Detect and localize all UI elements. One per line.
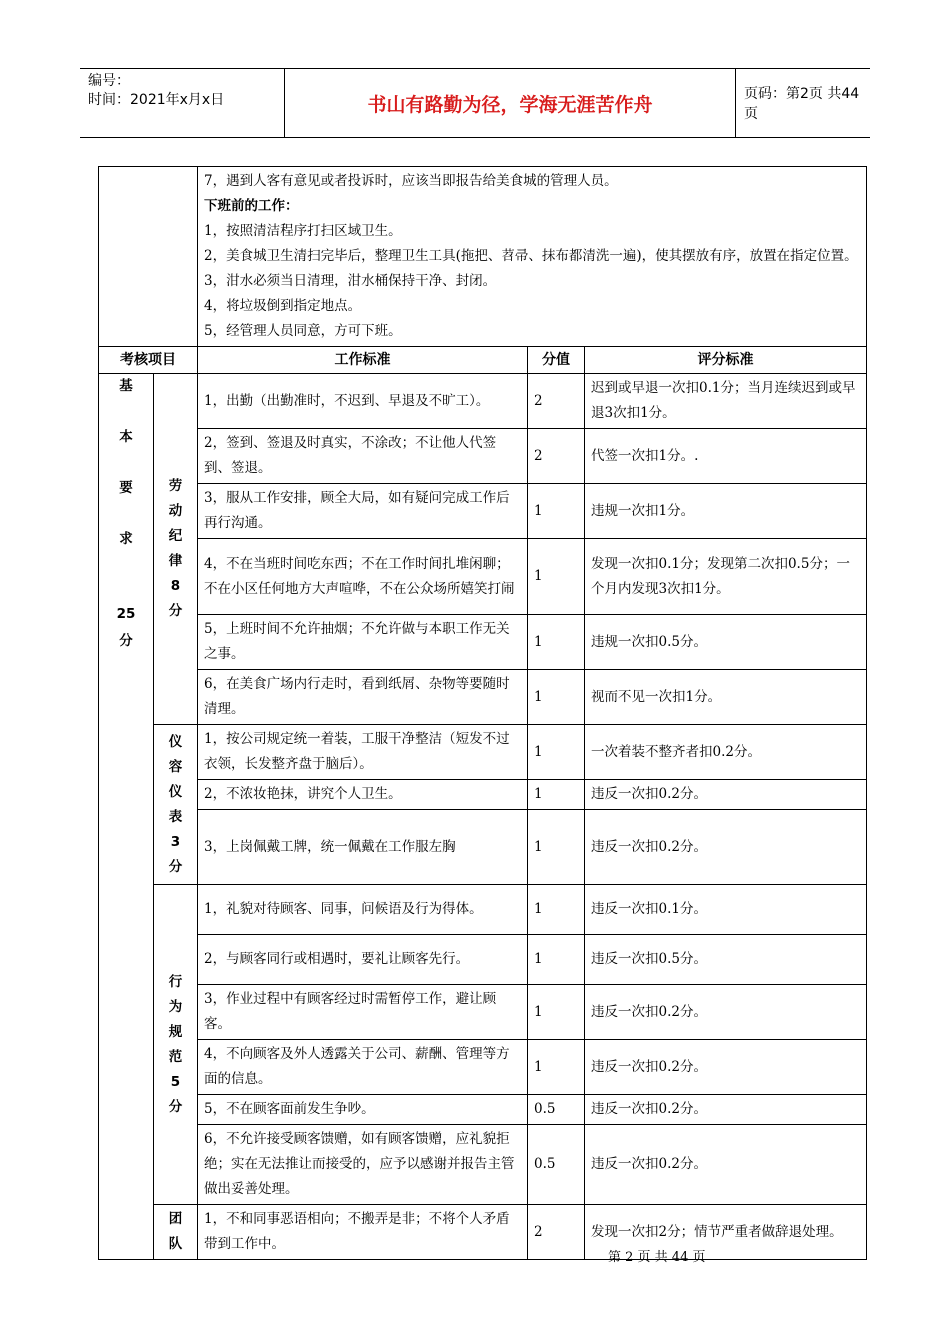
table-row xyxy=(99,985,867,1040)
code-label: 编号： xyxy=(88,73,130,89)
group-name-char: 表 xyxy=(168,808,183,825)
header-motto: 书山有路勤为径，学海无涯苦作舟 xyxy=(284,69,736,137)
group-name-char: 5 xyxy=(170,1073,181,1090)
group-name-char: 分 xyxy=(168,858,183,875)
work-standard-cell: 6，在美食广场内行走时，看到纸屑、杂物等要随时清理。 xyxy=(198,670,528,725)
scoring-criteria-cell: 违反一次扣0.2分。 xyxy=(585,1095,867,1125)
scoring-criteria-cell: 视而不见一次扣1分。 xyxy=(585,670,867,725)
work-standard-cell: 4，不向顾客及外人透露关于公司、薪酬、管理等方面的信息。 xyxy=(198,1040,528,1095)
group-name-cell xyxy=(154,374,198,725)
group-name-char: 分 xyxy=(168,603,183,619)
work-standard-cell: 5，上班时间不允许抽烟；不允许做与本职工作无关之事。 xyxy=(198,615,528,670)
main-category-char: 要 xyxy=(119,480,133,496)
intro-blank-cell xyxy=(99,167,198,347)
work-standard-cell: 3，服从工作安排，顾全大局，如有疑问完成工作后再行沟通。 xyxy=(198,484,528,539)
intro-line: 2，美食城卫生清扫完毕后，整理卫生工具(拖把、苕帚、抹布都清洗一遍)，使其摆放有序，放置在指定位置。 xyxy=(204,248,858,264)
main-category-char: 求 xyxy=(119,531,133,547)
group-name-cell xyxy=(154,725,198,885)
scoring-criteria-cell: 违反一次扣0.5分。 xyxy=(585,935,867,985)
header-assessment-item: 考核项目 xyxy=(99,347,198,374)
group-name-char: 分 xyxy=(168,1098,183,1115)
group-name-char: 范 xyxy=(168,1048,183,1065)
scoring-criteria-cell: 一次着装不整齐者扣0.2分。 xyxy=(585,725,867,780)
time-label: 时间：2021年x月x日 xyxy=(88,92,225,108)
work-standard-cell: 1，按公司规定统一着装，工服干净整洁（短发不过衣领，长发整齐盘于脑后）。 xyxy=(198,725,528,780)
table-row xyxy=(99,670,867,725)
intro-cell xyxy=(198,167,867,347)
table-row xyxy=(99,1205,867,1260)
group-name-char: 队 xyxy=(168,1236,183,1252)
header-score: 分值 xyxy=(528,347,585,374)
score-cell: 0.5 xyxy=(528,1095,585,1125)
work-standard-cell: 2，签到、签退及时真实，不涂改；不让他人代签到、签退。 xyxy=(198,429,528,484)
group-name-char: 为 xyxy=(168,998,183,1015)
assessment-table xyxy=(98,166,867,1260)
header-scoring-criteria: 评分标准 xyxy=(585,347,867,374)
page-header xyxy=(80,68,870,138)
intro-line: 1，按照清洁程序打扫区域卫生。 xyxy=(204,223,402,239)
score-cell: 1 xyxy=(528,985,585,1040)
table-row xyxy=(99,1125,867,1205)
main-category-cell xyxy=(99,374,154,1260)
main-category-char: 分 xyxy=(119,633,133,649)
work-standard-cell: 1，出勤（出勤准时，不迟到、早退及不旷工）。 xyxy=(198,374,528,429)
group-name-char: 团 xyxy=(168,1211,183,1227)
scoring-criteria-cell: 发现一次扣0.1分；发现第二次扣0.5分；一个月内发现3次扣1分。 xyxy=(585,539,867,615)
group-name-char: 行 xyxy=(168,973,183,990)
group-name-char: 3 xyxy=(170,833,181,850)
score-cell: 1 xyxy=(528,935,585,985)
scoring-criteria-cell: 发现一次扣2分；情节严重者做辞退处理。 xyxy=(585,1205,867,1260)
work-standard-cell: 1，不和同事恶语相向；不搬弄是非；不将个人矛盾带到工作中。 xyxy=(198,1205,528,1260)
scoring-criteria-cell: 违规一次扣0.5分。 xyxy=(585,615,867,670)
score-cell: 1 xyxy=(528,725,585,780)
scoring-criteria-cell: 违反一次扣0.2分。 xyxy=(585,810,867,885)
group-name-cell xyxy=(154,885,198,1205)
group-name-char: 纪 xyxy=(168,528,183,544)
header-work-standard: 工作标准 xyxy=(198,347,528,374)
work-standard-cell: 2，与顾客同行或相遇时，要礼让顾客先行。 xyxy=(198,935,528,985)
table-row xyxy=(99,1040,867,1095)
scoring-criteria-cell: 违反一次扣0.2分。 xyxy=(585,1040,867,1095)
intro-line: 5，经管理人员同意，方可下班。 xyxy=(204,323,402,339)
scoring-criteria-cell: 代签一次扣1分。. xyxy=(585,429,867,484)
score-cell: 2 xyxy=(528,1205,585,1260)
assessment-rows xyxy=(99,374,867,1260)
score-cell: 1 xyxy=(528,810,585,885)
group-name-char: 动 xyxy=(168,503,183,519)
score-cell: 1 xyxy=(528,780,585,810)
score-cell: 1 xyxy=(528,885,585,935)
table-row xyxy=(99,615,867,670)
group-name-char: 仪 xyxy=(168,783,183,800)
work-standard-cell: 6，不允许接受顾客馈赠，如有顾客馈赠，应礼貌拒绝；实在无法推让而接受的，应予以感谢并报告主管做出妥善处理。 xyxy=(198,1125,528,1205)
scoring-criteria-cell: 违规一次扣1分。 xyxy=(585,484,867,539)
score-cell: 2 xyxy=(528,374,585,429)
table-row xyxy=(99,539,867,615)
intro-line: 4，将垃圾倒到指定地点。 xyxy=(204,298,362,314)
main-category-char: 25 xyxy=(116,606,136,622)
group-name-char: 劳 xyxy=(168,478,183,494)
intro-line: 7，遇到人客有意见或者投诉时，应该当即报告给美食城的管理人员。 xyxy=(204,173,618,189)
score-cell: 1 xyxy=(528,615,585,670)
table-row xyxy=(99,484,867,539)
group-name-char: 规 xyxy=(168,1023,183,1040)
score-cell: 2 xyxy=(528,429,585,484)
table-row xyxy=(99,1095,867,1125)
page-footer: 第 2 页 共 44 页 xyxy=(608,1250,706,1265)
table-row xyxy=(99,429,867,484)
table-row xyxy=(99,780,867,810)
scoring-criteria-cell: 违反一次扣0.2分。 xyxy=(585,985,867,1040)
score-cell: 0.5 xyxy=(528,1125,585,1205)
work-standard-cell: 5，不在顾客面前发生争吵。 xyxy=(198,1095,528,1125)
table-header-row xyxy=(99,347,867,374)
score-cell: 1 xyxy=(528,1040,585,1095)
score-cell: 1 xyxy=(528,484,585,539)
group-name-char: 律 xyxy=(168,553,183,569)
main-category-char: 基 xyxy=(119,378,133,394)
table-row xyxy=(99,885,867,935)
table-row xyxy=(99,725,867,780)
scoring-criteria-cell: 违反一次扣0.2分。 xyxy=(585,1125,867,1205)
scoring-criteria-cell: 违反一次扣0.1分。 xyxy=(585,885,867,935)
header-page-label: 页码：第2页 共44页 xyxy=(744,86,860,122)
score-cell: 1 xyxy=(528,539,585,615)
work-standard-cell: 3，作业过程中有顾客经过时需暂停工作，避让顾客。 xyxy=(198,985,528,1040)
table-row xyxy=(99,374,867,429)
work-standard-cell: 1，礼貌对待顾客、同事，问候语及行为得体。 xyxy=(198,885,528,935)
group-name-char: 仪 xyxy=(168,733,183,750)
scoring-criteria-cell: 迟到或早退一次扣0.1分；当月连续迟到或早退3次扣1分。 xyxy=(585,374,867,429)
group-name-cell xyxy=(154,1205,198,1260)
intro-line: 3，泔水必须当日清理，泔水桶保持干净、封闭。 xyxy=(204,273,497,289)
work-standard-cell: 2，不浓妆艳抹，讲究个人卫生。 xyxy=(198,780,528,810)
table-row xyxy=(99,810,867,885)
scoring-criteria-cell: 违反一次扣0.2分。 xyxy=(585,780,867,810)
intro-row xyxy=(99,167,867,347)
intro-subheading: 下班前的工作： xyxy=(204,198,299,214)
main-category-char: 本 xyxy=(119,429,133,445)
table-row xyxy=(99,935,867,985)
work-standard-cell: 3，上岗佩戴工牌，统一佩戴在工作服左胸 xyxy=(198,810,528,885)
group-name-char: 8 xyxy=(170,578,181,594)
work-standard-cell: 4，不在当班时间吃东西；不在工作时间扎堆闲聊；不在小区任何地方大声喧哗，不在公众场所嬉笑打闹 xyxy=(198,539,528,615)
header-meta xyxy=(88,72,224,110)
score-cell: 1 xyxy=(528,670,585,725)
group-name-char: 容 xyxy=(168,758,183,775)
